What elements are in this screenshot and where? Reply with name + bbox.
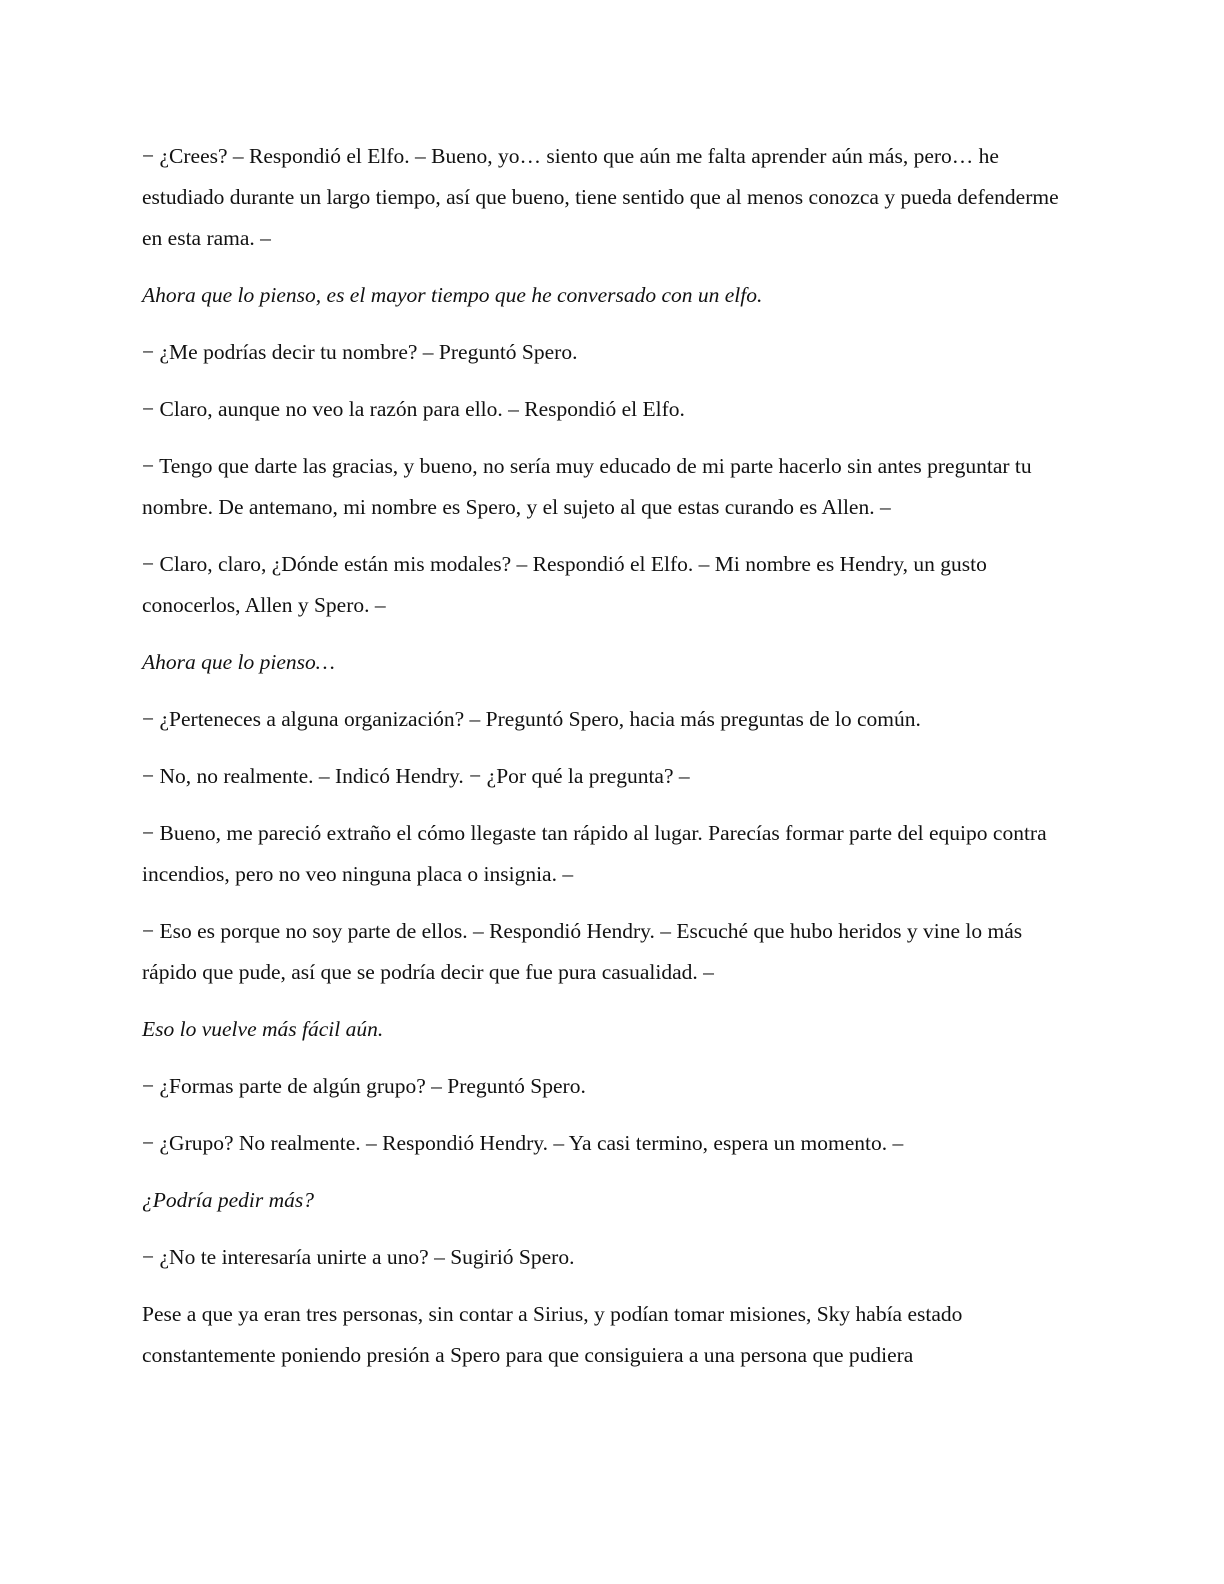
dialogue-paragraph: − ¿Crees? – Respondió el Elfo. – Bueno, yo… siento que aún me falta aprender aún más, pero… he estudiado durante un largo tiempo, así que bueno, tiene sentido que al menos conozca y pueda defenderme en esta rama. – (142, 144, 1059, 250)
dialogue-paragraph: − ¿Formas parte de algún grupo? – Preguntó Spero. (142, 1074, 586, 1098)
dialogue-paragraph: − Bueno, me pareció extraño el cómo llegaste tan rápido al lugar. Parecías formar parte del equipo contra incendios, pero no veo ninguna placa o insignia. – (142, 821, 1047, 886)
dialogue-paragraph: − Claro, aunque no veo la razón para ello. – Respondió el Elfo. (142, 397, 685, 421)
dialogue-paragraph: − ¿Perteneces a alguna organización? – Preguntó Spero, hacia más preguntas de lo común. (142, 707, 921, 731)
dialogue-paragraph: − ¿Grupo? No realmente. – Respondió Hendry. – Ya casi termino, espera un momento. – (142, 1131, 904, 1155)
inner-thought-paragraph: Ahora que lo pienso… (142, 650, 335, 674)
narration-paragraph: Pese a que ya eran tres personas, sin contar a Sirius, y podían tomar misiones, Sky había estado constantemente poniendo presión a Spero para que consiguiera a una persona que pudiera (142, 1302, 963, 1367)
inner-thought-paragraph: Ahora que lo pienso, es el mayor tiempo que he conversado con un elfo. (142, 283, 763, 307)
dialogue-paragraph: − Claro, claro, ¿Dónde están mis modales? – Respondió el Elfo. – Mi nombre es Hendry, un gusto conocerlos, Allen y Spero. – (142, 552, 987, 617)
dialogue-paragraph: − ¿No te interesaría unirte a uno? – Sugirió Spero. (142, 1245, 575, 1269)
dialogue-paragraph: − Eso es porque no soy parte de ellos. – Respondió Hendry. – Escuché que hubo heridos y vine lo más rápido que pude, así que se podría decir que fue pura casualidad. – (142, 919, 1023, 984)
inner-thought-paragraph: ¿Podría pedir más? (142, 1188, 314, 1212)
dialogue-paragraph: − No, no realmente. – Indicó Hendry. − ¿Por qué la pregunta? – (142, 764, 690, 788)
dialogue-paragraph: − Tengo que darte las gracias, y bueno, no sería muy educado de mi parte hacerlo sin antes preguntar tu nombre. De antemano, mi nombre es Spero, y el sujeto al que estas curando es Allen. – (142, 454, 1032, 519)
dialogue-paragraph: − ¿Me podrías decir tu nombre? – Preguntó Spero. (142, 340, 578, 364)
document-page (142, 136, 1082, 1392)
inner-thought-paragraph: Eso lo vuelve más fácil aún. (142, 1017, 384, 1041)
